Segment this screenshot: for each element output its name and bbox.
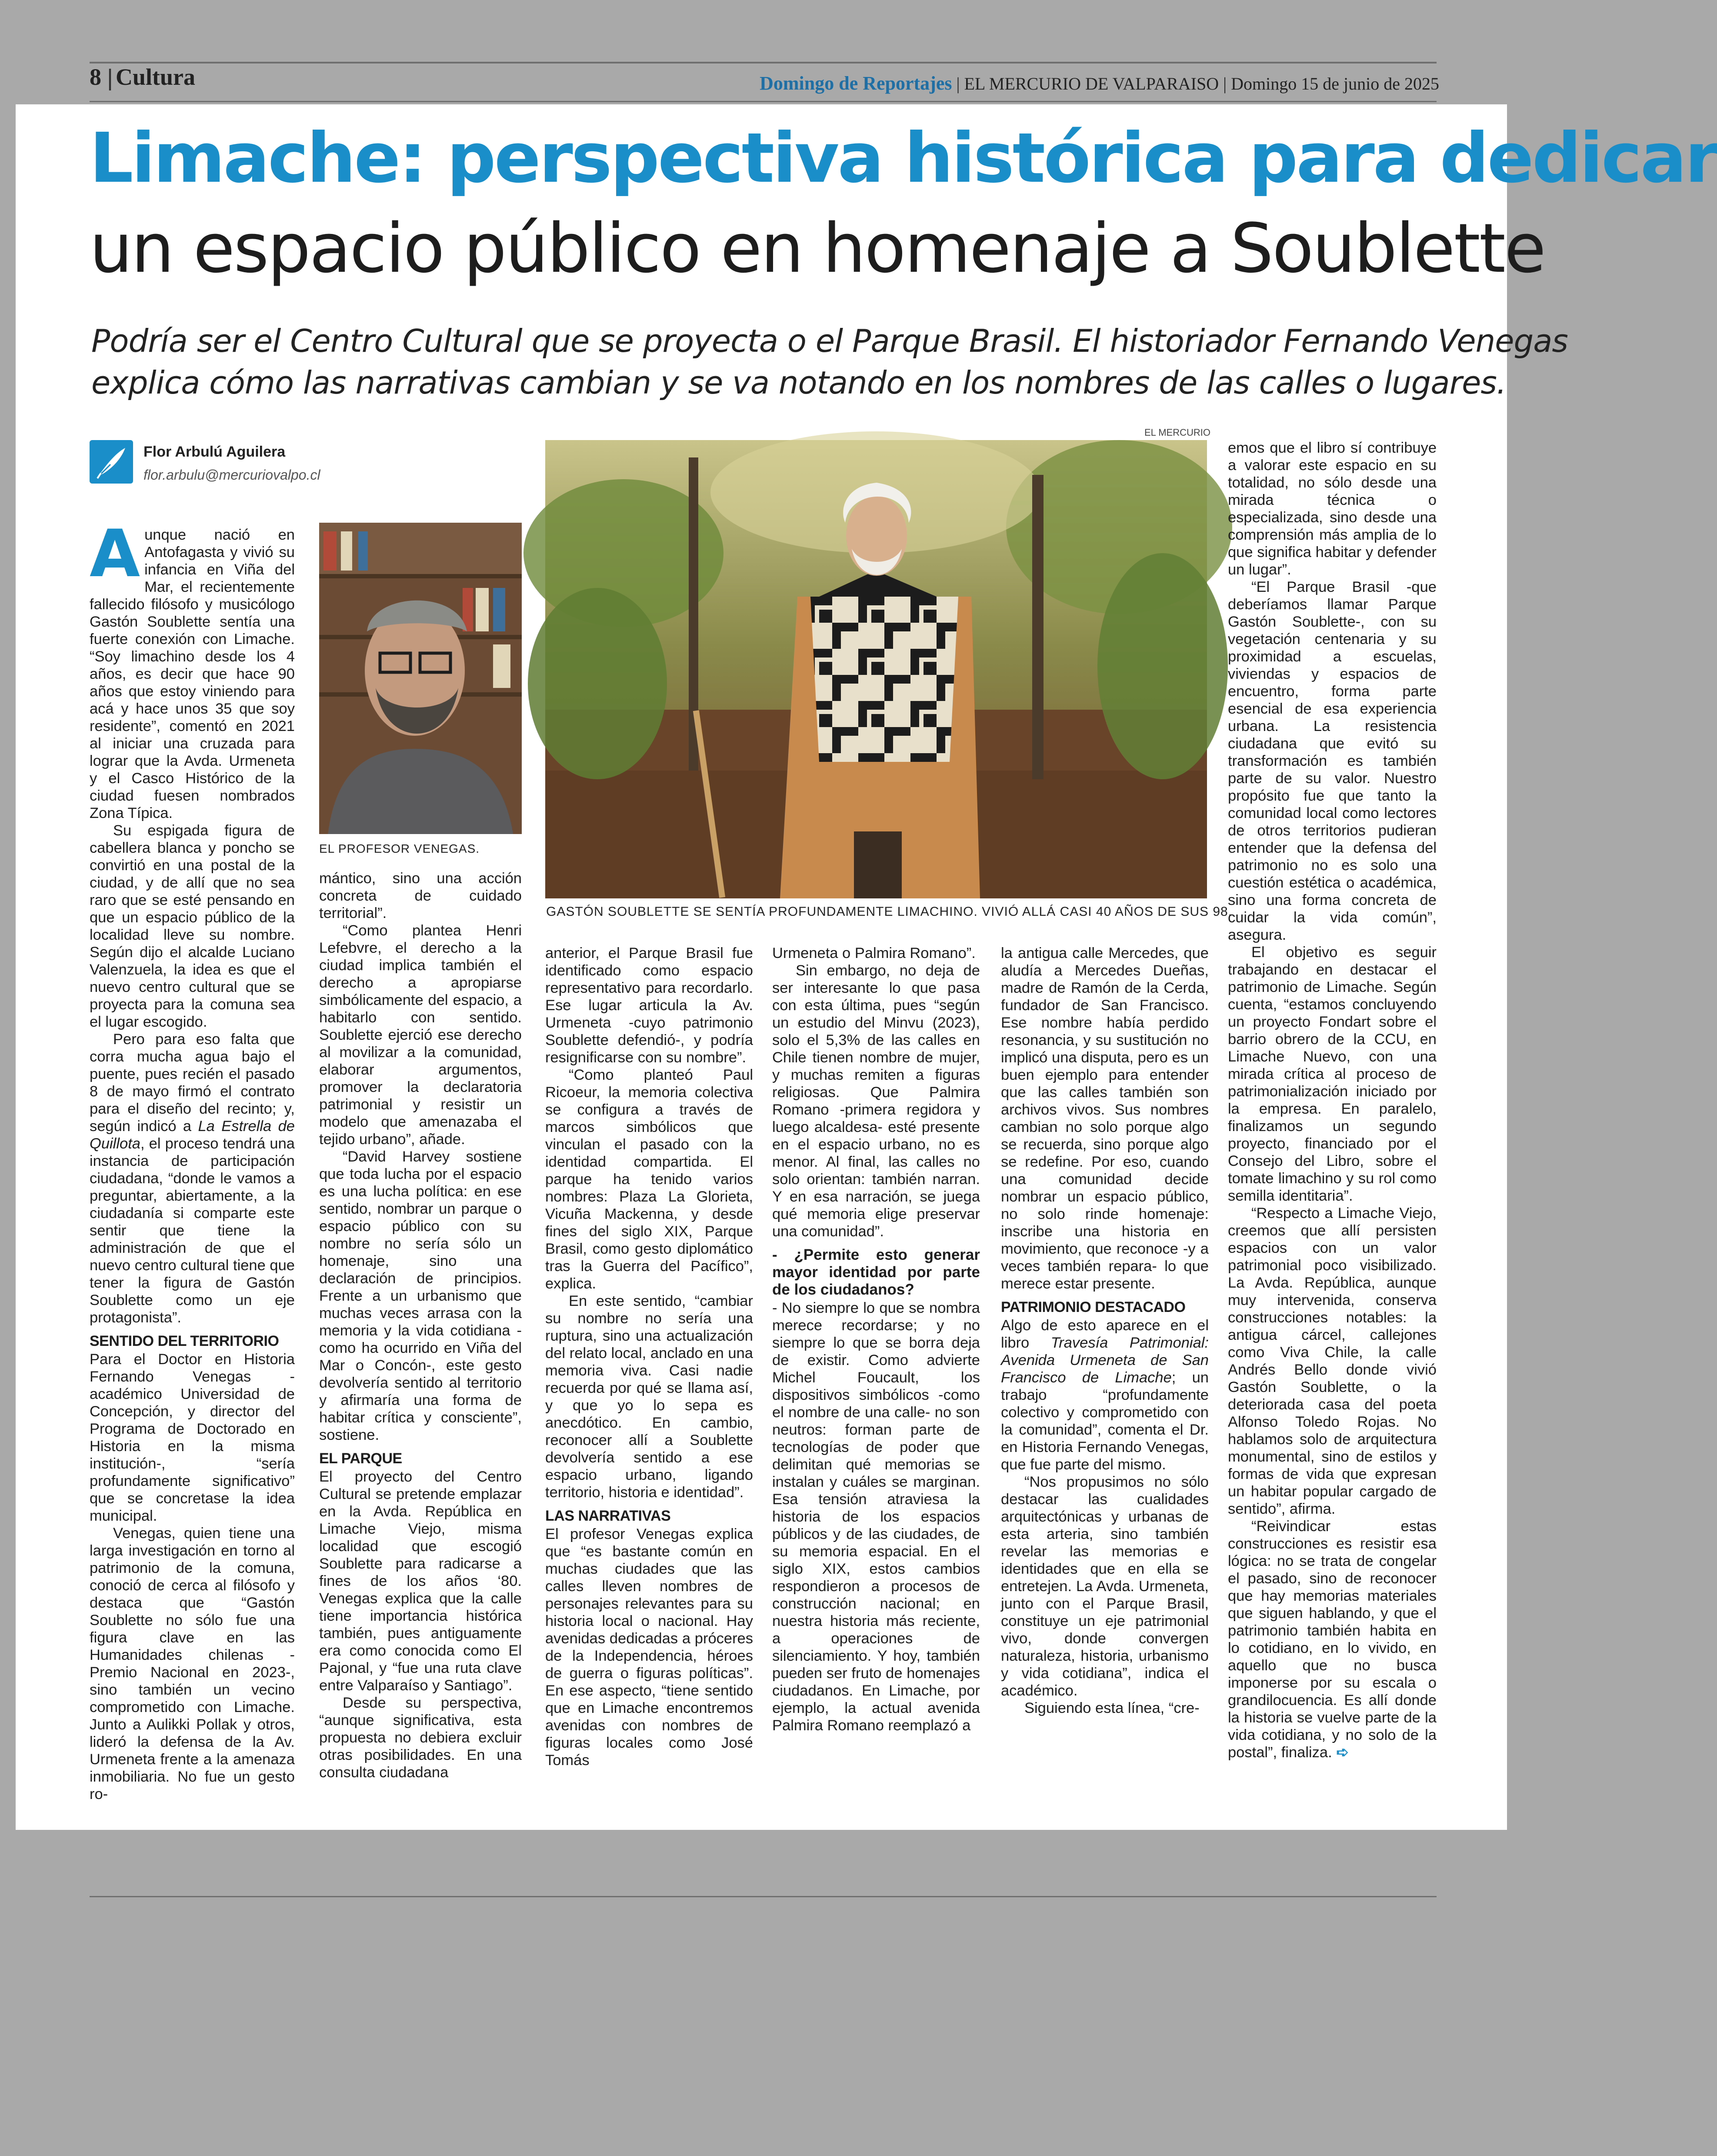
paragraph: anterior, el Parque Brasil fue identificado como espacio representativo para recordarlo. Ese lugar articula la Av. Urmeneta -cuyo patrimonio Soublette defendió-, y podría resignificarse con su nombre”.: [545, 945, 753, 1066]
quill-icon: [90, 440, 133, 484]
paragraph: Su espigada figura de cabellera blanca y poncho se convirtió en una postal de la ciudad, y de allí que no sea raro que se esté pensando en que un espacio público de la localidad lleve su nombre. Según dijo el alcalde Luciano Valenzuela, la idea es que el nuevo centro cultural que se proyecta para la comuna sea el lugar escogido.: [90, 822, 295, 1030]
paragraph: la antigua calle Mercedes, que aludía a Mercedes Dueñas, madre de Ramón de la Cerda, fundador de San Francisco. Ese nombre había perdido resonancia, y su sustitución no implicó una disputa, pero es un buen ejemplo para entender que las calles también son archivos vivos. Sus nombres cambian no solo porque algo se recuerda, sino porque algo se redefine. Por eso, cuando una comunidad decide nombrar un espacio público, no solo rinde homenaje: inscribe una historia en movimiento, que reconoce -y a veces también repara- lo que merece estar presente.: [1001, 945, 1209, 1292]
paragraph: - No siempre lo que se nombra merece recordarse; y no siempre lo que se borra deja de existir. Como advierte Michel Foucault, los dispositivos simbólicos -como el nombre de una calle- no son neutros: forman parte de tecnologías de poder que delimitan qué memorias se instalan y cuáles se marginan. Esa tensión atraviesa la historia de los espacios públicos y de las ciudades, de su memoria espacial. En el siglo XIX, estos cambios respondieron a procesos de construcción nacional; en nuestra historia más reciente, a operaciones de silenciamiento. Y hoy, también pueden ser fruto de homenajes ciudadanos. En Limache, por ejemplo, la actual avenida Palmira Romano reemplazó a: [772, 1300, 980, 1734]
paragraph: El profesor Venegas explica que “es bastante común en muchas ciudades que las calles lleven nombres de personajes relevantes para su historia local o nacional. Hay avenidas dedicadas a próceres de la Independencia, héroes de guerra o figuras políticas”. En ese aspecto, “tiene sentido que en Limache encontremos avenidas con nombres de figuras locales como José Tomás: [545, 1526, 753, 1769]
photo-credit: EL MERCURIO: [1144, 427, 1210, 438]
paragraph-text: , el proceso tendrá una instancia de participación ciudadana, “donde le vamos a preguntar, abiertamente, a la ciudadanía si comparte este sentir que tiene la administración de que el nuevo centro cultural tiene que tener la figura de Gastón Soublette como un eje protagonista”.: [90, 1135, 295, 1326]
paragraph: “Como planteó Paul Ricoeur, la memoria colectiva se configura a través de marcos simbólicos que vinculan el pasado con la identidad compartida. El parque ha tenido varios nombres: Plaza La Glorieta, Vicuña Mackenna, y desde fines del siglo XIX, Parque Brasil, como gesto diplomático tras la Guerra del Pacífico”, explica.: [545, 1067, 753, 1292]
text-column-5: [1001, 945, 1209, 1783]
book-title: Travesía Patrimonial: Avenida Urmeneta de San Francisco de Limache: [1001, 1335, 1209, 1386]
paragraph: El proyecto del Centro Cultural se pretende emplazar en la Avda. República en Limache Viejo, misma localidad que escogió Soublette para radicarse a fines de los años ‘80. Venegas explica que la calle tiene importancia histórica también, pues antiguamente era como conocida como El Pajonal, y “fue una ruta clave entre Valparaíso y Santiago”.: [319, 1468, 522, 1694]
arrow-right-icon: ➪: [1336, 1744, 1349, 1761]
paragraph-text: Algo de esto aparece en el libro: [1001, 1317, 1209, 1351]
portrait-photo: [319, 523, 522, 834]
paragraph: mántico, sino una acción concreta de cuidado territorial”.: [319, 870, 522, 921]
paragraph: unque nació en Antofagasta y vivió su infancia en Viña del Mar, el recientemente fallecido filósofo y musicólogo Gastón Soublette sentía una fuerte conexión con Limache. “Soy limachino desde los 4 años, es decir que hace 90 años que estoy viniendo para acá y hace unos 35 que soy residente”, comentó en 2021 al iniciar una cruzada para lograr que la Avda. Urmeneta y el Casco Histórico de la ciudad fuesen nombrados Zona Típica.: [90, 527, 295, 821]
subheading-territorio: SENTIDO DEL TERRITORIO: [90, 1333, 279, 1349]
text-column-2: [319, 870, 522, 1783]
headline-line-2: un espacio público en homenaje a Soublette: [90, 209, 1545, 288]
header-rule-top: [90, 62, 1437, 63]
paragraph-text: ; un trabajo “profundamente colectivo y comprometido con la comunidad”, comenta el Dr. en Historia Fernando Venegas, que fue parte del mismo.: [1001, 1369, 1209, 1473]
paragraph: “David Harvey sostiene que toda lucha por el espacio es una lucha política: en ese sentido, nombrar un parque o espacio público con su nombre no sería sólo un homenaje, sino una declaración de principios. Frente a un urbanismo que muchas veces arrasa con la memoria y la vida cotidiana -como ha ocurrido en Viña del Mar o Concón-, este gesto devolvería sentido al territorio y afirmaría una forma de habitar crítica y consciente”, sostiene.: [319, 1148, 522, 1443]
footer-rule: [90, 1896, 1437, 1897]
header-rule-bottom: [90, 101, 1437, 102]
paragraph: “Nos propusimos no sólo destacar las cualidades arquitectónicas y urbanas de esta arteria, sino también revelar las memorias e identidades que en ella se entretejen. La Avda. Urmeneta, junto con el Parque Brasil, constituye un eje patrimonial vivo, donde convergen naturaleza, historia, urbanismo y vida cotidiana”, indica el académico.: [1001, 1474, 1209, 1699]
subheading-narrativas: LAS NARRATIVAS: [545, 1508, 671, 1524]
interview-question: - ¿Permite esto generar mayor identidad por parte de los ciudadanos?: [772, 1246, 980, 1298]
masthead-date: | EL MERCURIO DE VALPARAISO | Domingo 15 de junio de 2025: [952, 74, 1439, 93]
paragraph: Venegas, quien tiene una larga investigación en torno al patrimonio de la comuna, conoció de cerca al filósofo y destaca que “Gastón Soublette no sólo fue una figura clave en las Humanidades chilenas -Premio Nacional en 2023-, sino también un vecino comprometido con Limache. Junto a Aulikki Pollak y otros, lideró la defensa de la Av. Urmeneta frente a la amenaza inmobiliaria. No fue un gesto ro-: [90, 1525, 295, 1802]
subtitle-line-2: explica cómo las narrativas cambian y se va notando en los nombres de las calles o lugares.: [91, 364, 1506, 401]
paragraph: Siguiendo esta línea, “cre-: [1024, 1700, 1200, 1716]
text-column-6: [1228, 439, 1437, 1783]
paragraph: “El Parque Brasil -que deberíamos llamar Parque Gastón Soublette-, con su vegetación centenaria y su proximidad a escuelas, viviendas y espacios de encuentro, forma parte esencial de esa experiencia urbana. La resistencia ciudadana que evitó su transformación es también parte de su valor. Nuestro propósito fue que tanto la comunidad local como lectores de otros territorios pudieran entender que la defensa del patrimonio no es solo una cuestión estética o académica, sino una forma concreta de cuidar la vida común”, asegura.: [1228, 579, 1437, 943]
paragraph: [1228, 1518, 1437, 1761]
masthead: [760, 72, 1439, 94]
text-column-4: [772, 945, 980, 1783]
drop-cap: A: [90, 516, 140, 592]
paragraph: “Como plantea Henri Lefebvre, el derecho a la ciudad implica también el derecho a apropiarse simbólicamente del espacio, a habitarlo con sentido. Soublette ejerció ese derecho al movilizar a la comunidad, elaborar argumentos, promover la declaratoria patrimonial y resistir un modelo que amenazaba el tejido urbano”, añade.: [319, 922, 522, 1148]
section-name: Cultura: [116, 64, 196, 90]
paragraph: [90, 1031, 295, 1326]
subheading-patrimonio: PATRIMONIO DESTACADO: [1001, 1299, 1186, 1315]
newspaper-title: La Estrella de Quillota: [90, 1118, 295, 1152]
paragraph: Para el Doctor en Historia Fernando Venegas -académico Universidad de Concepción, y director del Programa de Doctorado en Historia en la misma institución-, “sería profundamente significativo” que se concretase la idea municipal.: [90, 1351, 295, 1524]
paragraph: El objetivo es seguir trabajando en destacar el patrimonio de Limache. Según cuenta, “estamos concluyendo un proyecto Fondart sobre el barrio obrero de la CCU, en Limache Nuevo, con una mirada crítica al proceso de patrimonialización iniciado por la empresa. En paralelo, finalizamos un segundo proyecto, financiado por el Consejo del Libro, sobre el tomate limachino y su rol como semilla identitaria”.: [1228, 944, 1437, 1204]
paragraph: “Respecto a Limache Viejo, creemos que allí persisten espacios con un valor patrimonial poco visibilizado. La Avda. República, aunque muy intervenida, conserva construcciones notables: la antigua cárcel, callejones como Viva Chile, la calle Andrés Bello donde vivió Gastón Soublette, o la deteriorada casa del poeta Alfonso Toledo Rojas. No hablamos solo de arquitectura monumental, sino de estilos y formas de vida que expresan un habitar popular cargado de sentido”, afirma.: [1228, 1205, 1437, 1517]
headline-line-1: Limache: perspectiva histórica para dedicar: [90, 118, 1717, 198]
paragraph: emos que el libro sí contribuye a valorar este espacio en su totalidad, no sólo desde una mirada técnica o especializada, sino desde una comprensión más amplia de lo que significa habitar y defender un lugar”.: [1228, 440, 1437, 578]
paragraph: [1001, 1317, 1209, 1473]
text-column-3: [545, 945, 753, 1783]
page-number: 8: [90, 64, 101, 90]
portrait-photo-caption: EL PROFESOR VENEGAS.: [319, 842, 480, 855]
paragraph: Desde su perspectiva, “aunque significativa, esta propuesta no debiera excluir otras posibilidades. En una consulta ciudadana: [319, 1695, 522, 1781]
subtitle-line-1: Podría ser el Centro Cultural que se proyecta o el Parque Brasil. El historiador Fernando Venegas: [91, 323, 1568, 359]
text-column-1: [90, 516, 295, 1802]
paragraph-text: Pero para eso falta que corra mucha agua bajo el puente, pues recién el pasado 8 de mayo firmó el contrato para el diseño del recinto; y, según indicó a: [90, 1031, 295, 1135]
paragraph: Sin embargo, no deja de ser interesante lo que pasa con esta última, pues “según un estudio del Minvu (2023), solo el 5,3% de las calles en Chile tienen nombre de mujer, y muchas remiten a figuras religiosas. Que Palmira Romano -primera regidora y luego alcaldesa- esté presente en el espacio urbano, no es menor. Al final, las calles no solo orientan: también narran. Y en esa narración, se juega qué memoria elige preservar una comunidad”.: [772, 962, 980, 1240]
header-separator: |: [107, 65, 113, 91]
subheading-parque: EL PARQUE: [319, 1450, 402, 1467]
author-email[interactable]: flor.arbulu@mercuriovalpo.cl: [143, 467, 320, 483]
main-photo: [545, 440, 1207, 898]
main-photo-caption: GASTÓN SOUBLETTE SE SENTÍA PROFUNDAMENTE LIMACHINO. VIVIÓ ALLÁ CASI 40 AÑOS DE SUS 98.: [546, 904, 1233, 919]
paragraph: En este sentido, “cambiar su nombre no sería una ruptura, sino una actualización del relato local, anclado en una memoria viva. Casi nadie recuerda por qué se llama así, y que yo lo sepa es anecdótico. En cambio, reconocer allí a Soublette devolvería sentido a ese espacio urbano, ligando territorio, historia e identidad”.: [545, 1293, 753, 1501]
paragraph-text: “Reivindicar estas construcciones es resistir esa lógica: no se trata de congelar el pasado, sino de reconocer que hay memorias materiales que siguen hablando, y que el patrimonio también habita en lo cotidiano, en lo vivido, en aquello que no busca imponerse por su escala o grandilocuencia. Es allí donde la historia se vuelve parte de la vida cotidiana, y no solo de la postal”, finaliza.: [1228, 1518, 1437, 1761]
author-name: Flor Arbulú Aguilera: [143, 444, 286, 460]
paragraph: Urmeneta o Palmira Romano”.: [772, 945, 976, 961]
masthead-brand: Domingo de Reportajes: [760, 73, 952, 94]
